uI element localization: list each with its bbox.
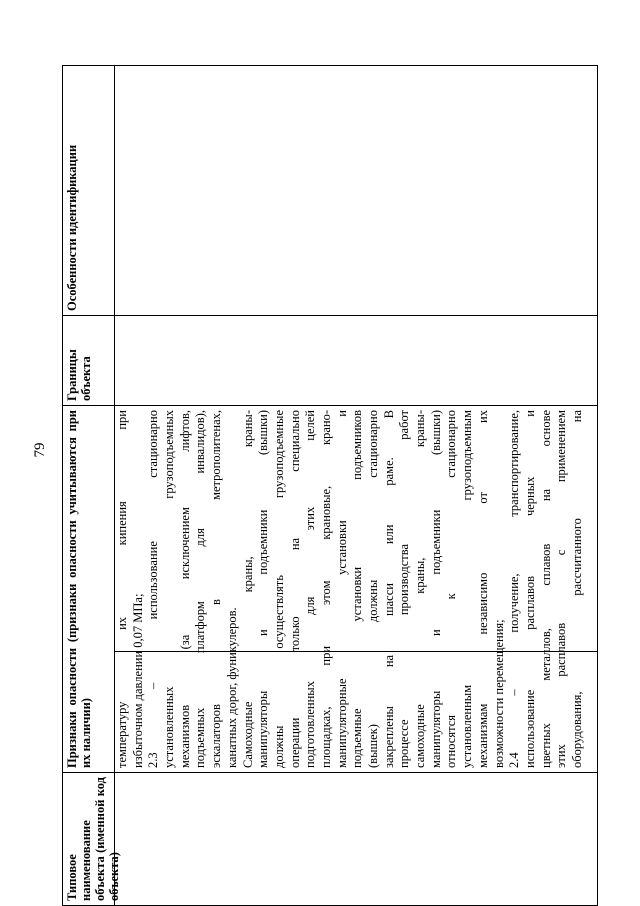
hazard-text (115, 410, 586, 768)
header-object-boundaries: Границы объекта (63, 316, 115, 405)
hazard-text-line: подготовленных для этих целей (303, 410, 318, 768)
hazard-text-line: относятся к стационарно (444, 410, 459, 768)
hazard-text-line: установленным грузоподъемным (460, 410, 475, 768)
hazard-text-line: манипуляторные установки и (334, 410, 349, 768)
hazard-text-line: операции только на специально (287, 410, 302, 768)
hazard-text-line: этих расплавов с применением (554, 410, 569, 768)
hazard-text-line: должны осуществлять грузоподъемные (271, 410, 286, 768)
hazard-text-line: использование расплавов черных и (522, 410, 537, 768)
hazard-text-line: оборудования, рассчитанного на (569, 410, 584, 768)
header-hazard-signs: Признаки опасности (признаки опасности учитываются при их наличии) (63, 406, 115, 772)
hazard-text-line: температуру их кипения при (115, 410, 129, 768)
hazard-text-line: Самоходные краны, краны- (240, 410, 255, 768)
hazard-text-line: площадках, при этом крановые, крано- (318, 410, 333, 768)
hazard-text-line: установленных грузоподъемных (162, 410, 177, 768)
hazard-text-line: канатных дорог, фуникулеров. (224, 607, 239, 768)
hazard-text-line: 2.4 – получение, транспортирование, (507, 410, 522, 768)
hazard-text-line: избыточном давлении 0,07 МПа; (130, 593, 145, 768)
hazard-text-line: эскалаторов в метрополитенах, (209, 410, 224, 768)
cell-hazard-description (115, 406, 597, 772)
hazard-text-line: манипуляторы и подъемники (вышки) (428, 410, 443, 768)
column-object-name (63, 772, 597, 905)
hazard-text-line: цветных металлов, сплавов на основе (538, 410, 553, 768)
column-object-boundaries (63, 315, 597, 405)
hazard-text-line: закреплены на шасси или раме. В (381, 410, 396, 768)
hazard-text-line: механизмам независимо от их (475, 410, 490, 768)
hazard-text-line: (вышек) должны стационарно (366, 410, 381, 768)
column-identification-features (63, 65, 597, 315)
column-hazard-description (63, 405, 597, 768)
hazard-text-line: 2.3 – использование стационарно (146, 410, 161, 768)
header-object-name: Типовое наименование объекта (именной код объекта) (63, 773, 115, 905)
page-number: 79 (32, 442, 48, 458)
hazard-text-line: возможности перемещения; (491, 619, 506, 768)
hazard-text-line: механизмов (за исключением лифтов, (177, 410, 192, 768)
rotated-table-wrapper (62, 65, 598, 906)
hazard-text-line: подъемные установки подъемников (350, 410, 365, 768)
hazard-text-line: самоходные краны, краны- (413, 410, 428, 768)
cell-identification-features (115, 65, 597, 315)
hazard-text-line: манипуляторы и подъемники (вышки) (256, 410, 271, 768)
hazard-text-line: процессе производства работ (397, 410, 412, 768)
cell-object-name (115, 773, 597, 905)
header-identification-features: Особенности идентификации (63, 65, 115, 315)
cell-object-boundaries (115, 316, 597, 405)
hazard-text-line: подъемных платформ для инвалидов), (193, 410, 208, 768)
identification-table (62, 65, 598, 906)
